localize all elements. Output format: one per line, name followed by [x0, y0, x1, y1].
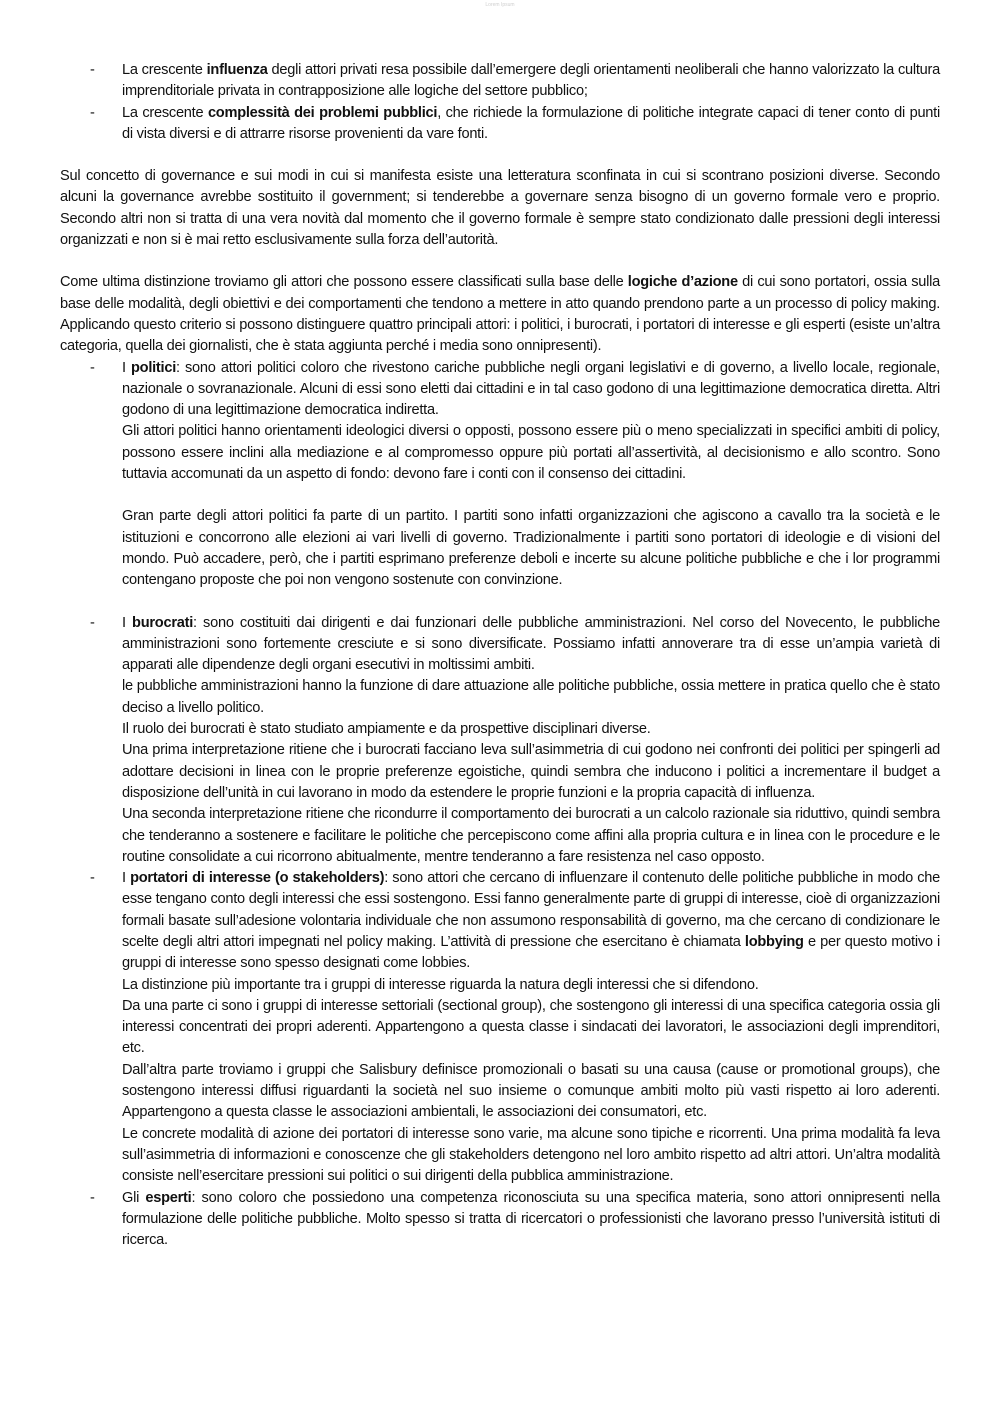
list-item-burocrati: - I burocrati: sono costituiti dai dirigenti e dai funzionari delle pubbliche amministrazioni. Nel corso del Novecento, le pubbliche amministrazioni sono fortemente cresciute e si sono diversificate. Possiamo infatti annoverare tra di esse un’ampia varietà di apparati alle dipendenze degli organi esecutivi in moltissimi ambiti. le pubbliche amministrazioni hanno la funzione di dare attuazione alle politiche pubbliche, ossia mettere in pratica quello che è stato deciso a livello politico. Il ruolo dei burocrati è stato studiato ampiamente e da prospettive disciplinari diverse. Una prima interpretazione ritiene che i burocrati facciano leva sull’asimmetria di cui godono nei confronti dei politici per spingerli ad adottare decisioni in linea con le proprie preferenze egoistiche, quindi sembra che inducono i politici a incrementare il budget a disposizione dell’unità in cui lavorano in modo da estendere le proprie funzioni e la propria capacità di influenza. Una seconda interpretazione ritiene che ricondurre il comportamento dei burocrati a un calcolo razionale sia riduttivo, quindi sembra che tenderanno a sostenere e facilitare le politiche che percepiscono come affini alla propria cultura e in linea con le procedure e le routine consolidate a cui ricorrono abitualmente, mentre tenderanno a fare resistenza nel caso opposto. [60, 613, 940, 869]
list-item-portatori: - I portatori di interesse (o stakeholders): sono attori che cercano di influenzare il contenuto delle politiche pubbliche in modo che esse tengano conto degli interessi che essi sostengono. Essi fanno generalmente parte di gruppi di interesse, cioè di organizzazioni formali basate sull’adesione volontaria individuale che non assumono responsabilità di governo, ma che cercano di condizionare le scelte degli altri attori impegnati nel policy making. L’attività di pressione che esercitano è chiamata lobbying e per questo motivo i gruppi di interesse sono spesso designati come lobbies. La distinzione più importante tra i gruppi di interesse riguarda la natura degli interessi che si difendono. Da una parte ci sono i gruppi di interesse settoriali (sectional group), che sostengono gli interessi di una specifica categoria ossia gli interessi concentrati dei propri aderenti. Appartengono a questa classe i sindacati dei lavoratori, le associazioni degli imprenditori, etc. Dall’altra parte troviamo i gruppi che Salisbury definisce promozionali o basati su una causa (cause or promotional groups), che sostengono interessi diffusi riguardanti la società nel suo insieme o comunque ambiti molto più vasti rispetto ai loro aderenti. Appartengono a questa classe le associazioni ambientali, le associazioni dei consumatori, etc. Le concrete modalità di azione dei portatori di interesse sono varie, ma alcune sono tipiche e ricorrenti. Una prima modalità fa leva sull’asimmetria di informazioni e conoscenze che gli stakeholders detengono nel loro ambito rispetto ad altri attori. Un’altra modalità consiste nell’esercitare pressioni sui politici o sui dirigenti della pubblica amministrazione. [60, 868, 940, 1187]
watermark: Lorem Ipsum [485, 2, 515, 8]
intro-list [60, 60, 940, 145]
bold-term: logiche d’azione [627, 274, 738, 291]
list-item-influenza: - La crescente influenza degli attori privati resa possibile dall’emergere degli orientamenti neoliberali che hanno valorizzato la cultura imprenditoriale privata in contrapposizione alle logiche del settore pubblico; [90, 62, 940, 100]
paragraph-logiche-azione: Come ultima distinzione troviamo gli attori che possono essere classificati sulla base delle logiche d’azione di cui sono portatori, ossia sulla base delle modalità, degli obiettivi e dei comportamenti che tendono a mettere in atto quando prendono parte a un processo di policy making. Applicando questo criterio si possono distinguere quattro principali attori: i politici, i burocrati, i portatori di interesse e gli esperti (esiste un’altra categoria, quella dei giornalisti, che è stata aggiunta perché i media sono onnipresenti). [60, 274, 940, 355]
paragraph: Dall’altra parte troviamo i gruppi che Salisbury definisce promozionali o basati su una causa (cause or promotional groups), che sostengono interessi diffusi riguardanti la società nel suo insieme o comunque ambiti molto più vasti rispetto ai loro aderenti. Appartengono a questa classe le associazioni ambientali, le associazioni dei consumatori, etc. [122, 1061, 940, 1121]
bold-term: influenza [206, 62, 268, 78]
list-item-politici: - I politici: sono attori politici coloro che rivestono cariche pubbliche negli organi legislativi e di governo, a livello locale, regionale, nazionale o sovranazionale. Alcuni di essi sono eletti dai cittadini e in tal caso godono di una legittimazione democratica diretta. Altri godono di una legittimazione democratica indiretta. Gli attori politici hanno orientamenti ideologici diversi o opposti, possono essere più o meno specializzati in specifici ambiti di policy, possono essere inclini alla mediazione e al compromesso oppure più portati all’assertività, al decisionismo e allo scontro. Sono tuttavia accomunati da un aspetto di fondo: devono fare i conti con il consenso dei cittadini. Gran parte degli attori politici fa parte di un partito. I partiti sono infatti organizzazioni che agiscono a cavallo tra la società e le istituzioni e concorrono alle elezioni ai vari livelli di governo. Tradizionalmente i partiti sono portatori di ideologie e di visioni del mondo. Può accadere, però, che i partiti esprimano preferenze deboli e incerte su alcune politiche pubbliche e che i lor programmi contengano proposte che poi non vengono sostenute con convinzione. [60, 358, 940, 613]
bold-term: lobbying [744, 933, 804, 950]
dash-bullet: - [90, 870, 95, 887]
paragraph: le pubbliche amministrazioni hanno la funzione di dare attuazione alle politiche pubbliche, ossia mettere in pratica quello che è stato deciso a livello politico. [122, 678, 940, 716]
dash-bullet: - [90, 104, 95, 121]
dash-bullet: - [90, 1189, 95, 1206]
bold-term: burocrati [132, 614, 194, 631]
bold-term: esperti [145, 1189, 192, 1206]
paragraph-governance: Sul concetto di governance e sui modi in cui si manifesta esiste una letteratura sconfinata in cui si scontrano posizioni diverse. Secondo alcuni la governance avrebbe sostituito il government; si tenderebbe a governare senza bisogno di un governo formale vero e proprio. Secondo altri non si tratta di una vera novità dal momento che il governo formale è sempre stato condizionato dalle pressioni degli interessi organizzati e non si è mai retto esclusivamente sulla forza dell’autorità. [60, 168, 940, 249]
paragraph: La distinzione più importante tra i gruppi di interesse riguarda la natura degli interessi che si difendono. [122, 976, 759, 993]
paragraph: Una prima interpretazione ritiene che i burocrati facciano leva sull’asimmetria di cui godono nei confronti dei politici per spingerli ad adottare decisioni in linea con le proprie preferenze egoistiche, quindi sembra che inducono i politici a incrementare il budget a disposizione dell’unità in cui lavorano in modo da estendere le proprie funzioni e la propria capacità di influenza. [122, 742, 940, 801]
dash-bullet: - [90, 62, 95, 78]
dash-bullet: - [90, 359, 95, 376]
dash-bullet: - [90, 614, 95, 631]
paragraph: Gli attori politici hanno orientamenti ideologici diversi o opposti, possono essere più o meno specializzati in specifici ambiti di policy, possono essere inclini alla mediazione e al compromesso oppure più portati all’assertività, al decisionismo e allo scontro. Sono tuttavia accomunati da un aspetto di fondo: devono fare i conti con il consenso dei cittadini. [122, 423, 940, 483]
paragraph: Da una parte ci sono i gruppi di interesse settoriali (sectional group), che sostengono gli interessi di una specifica categoria ossia gli interessi concentrati dei propri aderenti. Appartengono a questa classe i sindacati dei lavoratori, le associazioni degli imprenditori, etc. [122, 997, 940, 1057]
list-item-complessita: - La crescente complessità dei problemi pubblici, che richiede la formulazione di politiche integrate capaci di tener conto di punti di vista diversi e di attrarre risorse provenienti da vare fonti. [90, 104, 940, 142]
list-item-esperti: - Gli esperti: sono coloro che possiedono una competenza riconosciuta su una specifica materia, sono attori onnipresenti nella formulazione delle politiche pubbliche. Molto spesso si tratta di ricercatori o professionisti che lavorano presso l’università istituti di ricerca. [90, 1189, 940, 1249]
bold-term: politici [130, 359, 177, 376]
paragraph: Il ruolo dei burocrati è stato studiato ampiamente e da prospettive disciplinari diverse. [122, 721, 651, 738]
paragraph: Gran parte degli attori politici fa parte di un partito. I partiti sono infatti organizzazioni che agiscono a cavallo tra la società e le istituzioni e concorrono alle elezioni ai vari livelli di governo. Tradizionalmente i partiti sono portatori di ideologie e di visioni del mondo. Può accadere, però, che i partiti esprimano preferenze deboli e incerte su alcune politiche pubbliche e che i lor programmi contengano proposte che poi non vengono sostenute con convinzione. [122, 508, 940, 589]
document-body [60, 60, 940, 1251]
actors-list [60, 358, 940, 1252]
paragraph: Una seconda interpretazione ritiene che ricondurre il comportamento dei burocrati a un calcolo razionale sia riduttivo, quindi sembra che tenderanno a sostenere e facilitare le politiche che percepiscono come affini alla propria cultura e in linea con le procedure e le routine consolidate a cui ricorrono abitualmente, mentre tenderanno a fare resistenza nel caso opposto. [122, 806, 940, 865]
bold-term: portatori di interesse (o stakeholders) [130, 870, 385, 887]
paragraph: Le concrete modalità di azione dei portatori di interesse sono varie, ma alcune sono tipiche e ricorrenti. Una prima modalità fa leva sull’asimmetria di informazioni e conoscenze che gli stakeholders detengono nel loro ambito rispetto ad altri attori. Un’altra modalità consiste nell’esercitare pressioni sui politici o sui dirigenti della pubblica amministrazione. [122, 1125, 940, 1185]
bold-term: complessità dei problemi pubblici [207, 104, 438, 121]
